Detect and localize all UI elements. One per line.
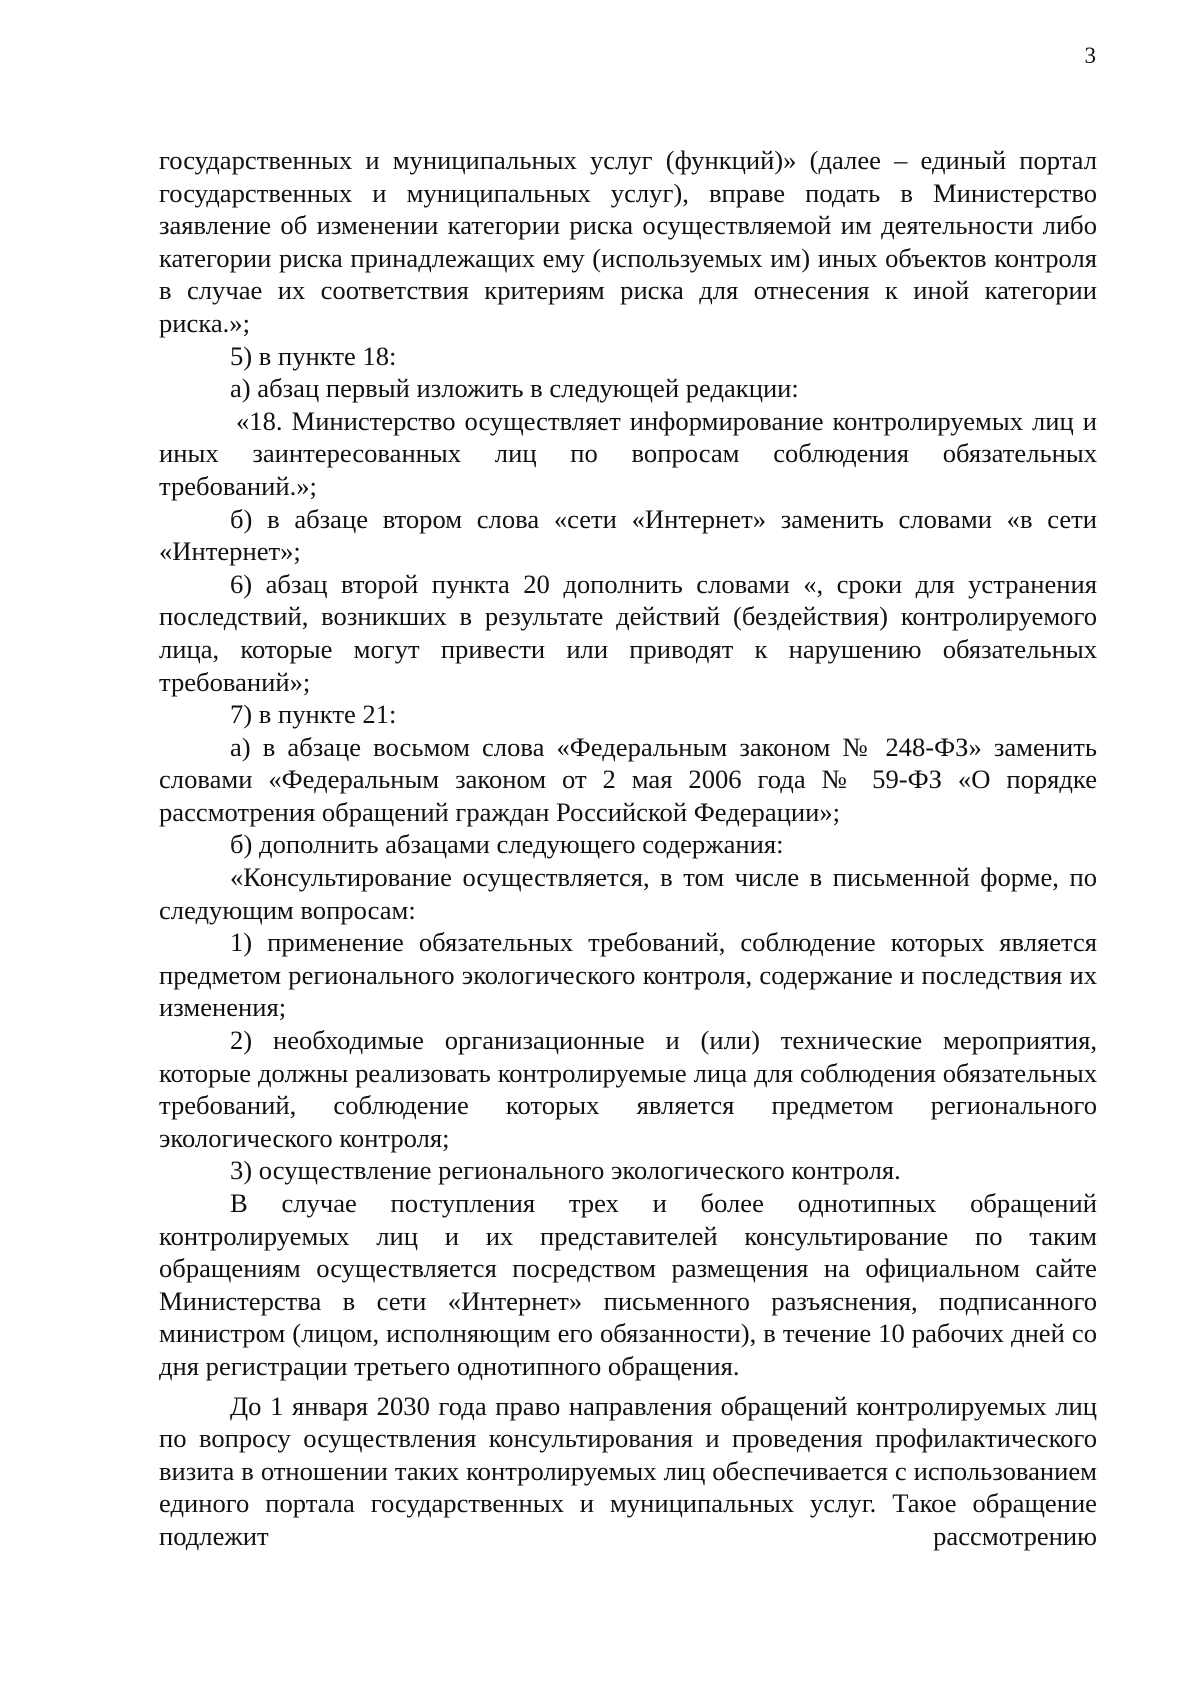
paragraph-similar-requests: В случае поступления трех и более однотипных обращений контролируемых лиц и их представителей консультирование по таким обращениям осуществляется посредством размещения на официальном сайте Министерства в сети «Интернет» письменного разъяснения, подписанного министром (лицом, исполняющим его обязанности), в течение 10 рабочих дней со дня регистрации третьего однотипного обращения. bbox=[159, 1188, 1097, 1381]
page-number: 3 bbox=[1084, 43, 1096, 68]
paragraph-item-6: 6) абзац второй пункта 20 дополнить словами «, сроки для устранения последствий, возникших в результате действий (бездействия) контролируемого лица, которые могут привести или приводят к нарушению обязательных требований»; bbox=[159, 568, 1097, 697]
paragraph-consulting-3: 3) осуществление регионального экологического контроля. bbox=[230, 1155, 901, 1186]
paragraph-consulting-1: 1) применение обязательных требований, соблюдение которых является предметом регионального экологического контроля, содержание и последствия их изменения; bbox=[159, 927, 1097, 1023]
paragraph-item-7a: а) в абзаце восьмом слова «Федеральным законом № 248-ФЗ» заменить словами «Федеральным законом от 2 мая 2006 года № 59-ФЗ «О порядке рассмотрения обращений граждан Российской Федерации»; bbox=[159, 731, 1097, 827]
paragraph-consulting-2: 2) необходимые организационные и (или) технические мероприятия, которые должны реализовать контролируемые лица для соблюдения обязательных требований, соблюдение которых является предметом регионального экологического контроля; bbox=[159, 1025, 1097, 1153]
paragraph-item-7b: б) дополнить абзацами следующего содержания: bbox=[230, 829, 784, 860]
paragraph-item-5a: а) абзац первый изложить в следующей редакции: bbox=[230, 373, 799, 404]
document-body bbox=[159, 144, 1097, 1553]
paragraph-until-2030: До 1 января 2030 года право направления обращений контролируемых лиц по вопросу осуществления консультирования и проведения профилактического визита в отношении таких контролируемых лиц обеспечивается с использованием единого портала государственных и муниципальных услуг. Такое обращение подлежит рассмотрению bbox=[159, 1390, 1097, 1551]
paragraph-item-7: 7) в пункте 21: bbox=[230, 699, 397, 730]
paragraph-item-5: 5) в пункте 18: bbox=[230, 340, 397, 371]
paragraph-consulting: «Консультирование осуществляется, в том числе в письменной форме, по следующим вопросам: bbox=[159, 862, 1097, 925]
paragraph-quote-18: «18. Министерство осуществляет информирование контролируемых лиц и иных заинтересованных лиц по вопросам соблюдения обязательных требований.»; bbox=[159, 405, 1097, 501]
paragraph-item-5b: б) в абзаце втором слова «сети «Интернет» заменить словами «в сети «Интернет»; bbox=[159, 503, 1097, 567]
paragraph-continuation: государственных и муниципальных услуг (функций)» (далее – единый портал государственных и муниципальных услуг), вправе подать в Министерство заявление об изменении категории риска осуществляемой им деятельности либо категории риска принадлежащих ему (используемых им) иных объектов контроля в случае их соответствия критериям риска для отнесения к иной категории риска.»; bbox=[159, 145, 1097, 338]
